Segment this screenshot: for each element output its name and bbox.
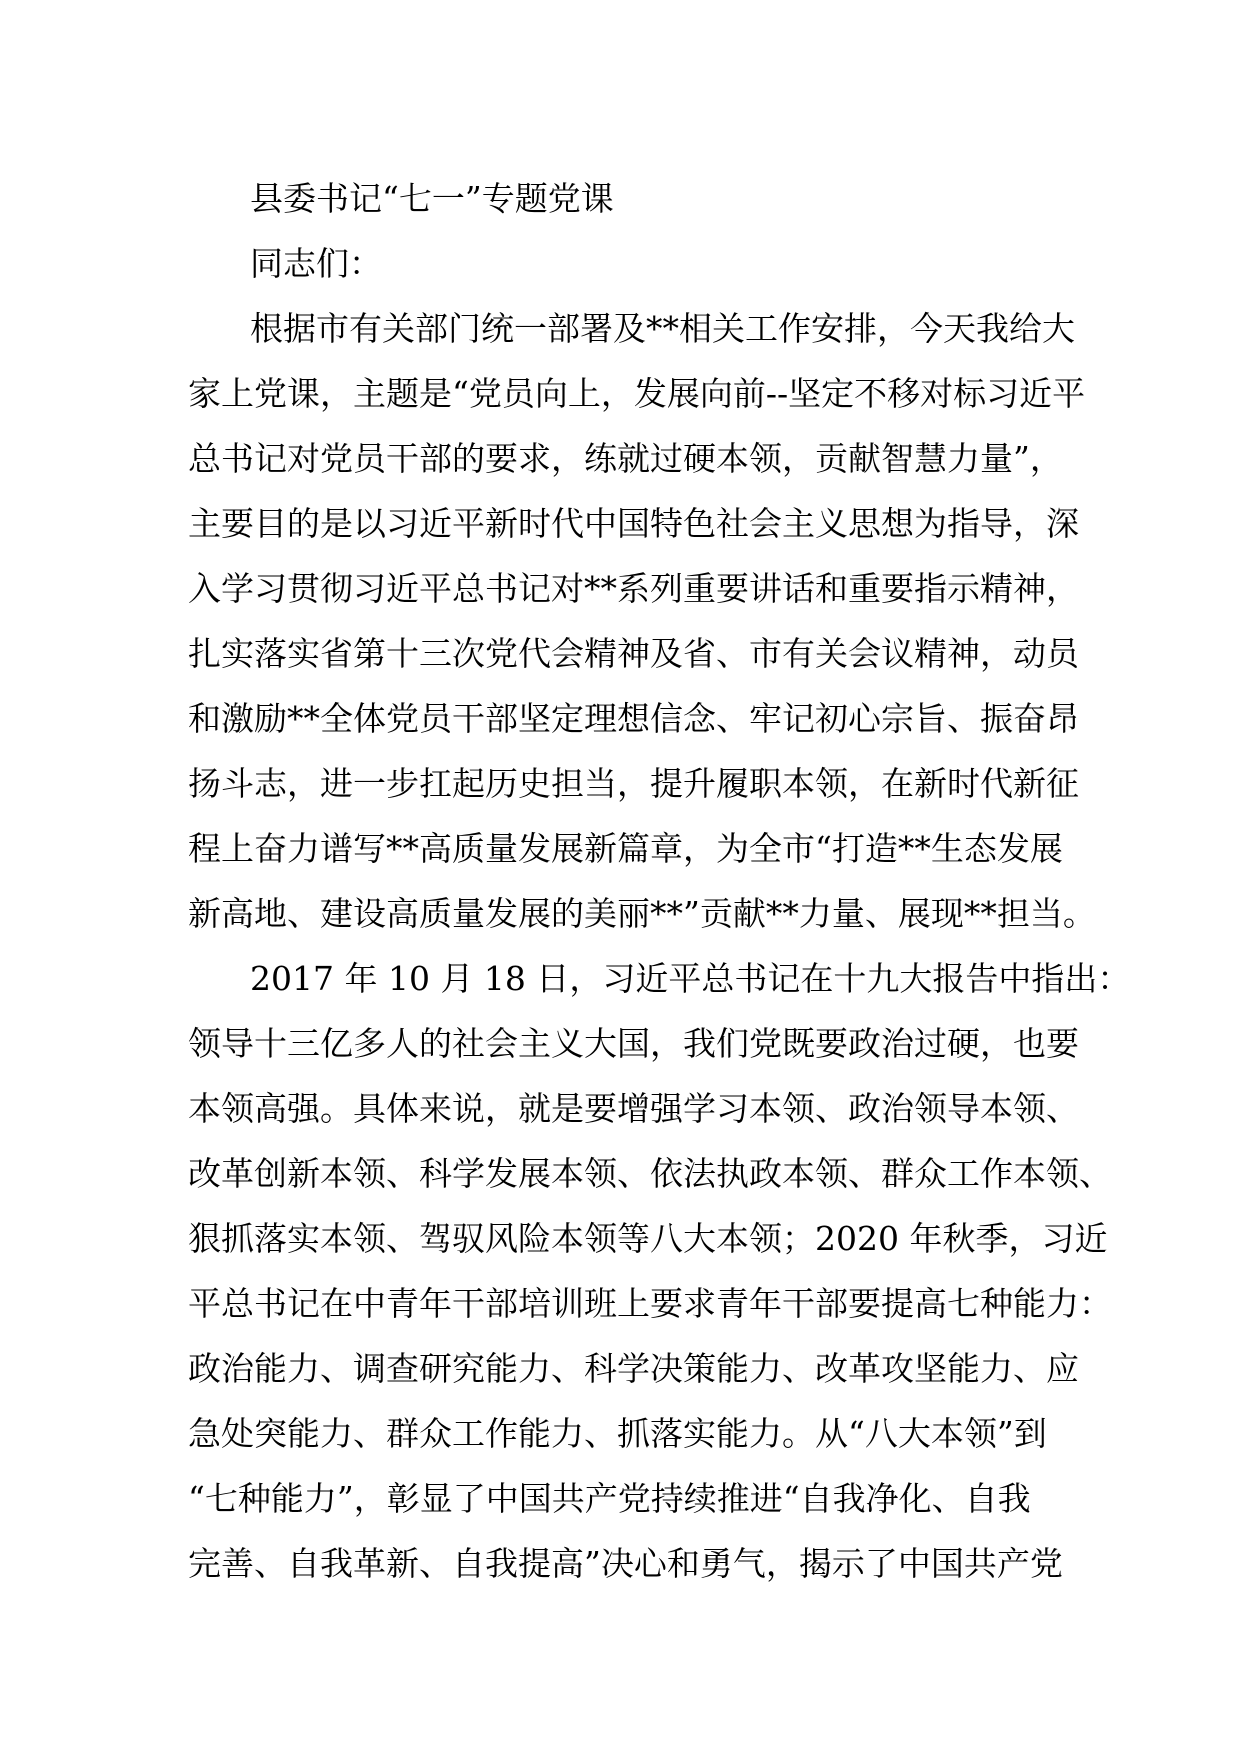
paragraph-line: 主要目的是以习近平新时代中国特色社会主义思想为指导，深 [188,504,1079,543]
paragraph-line: 新高地、建设高质量发展的美丽**”贡献**力量、展现**担当。 [188,894,1096,933]
paragraph-line: 根据市有关部门统一部署及**相关工作安排，今天我给大 [250,309,1075,348]
paragraph-line: 平总书记在中青年干部培训班上要求青年干部要提高七种能力： [188,1284,1112,1323]
paragraph-1 [188,296,1096,946]
paragraph-line: 总书记对党员干部的要求，练就过硬本领，贡献智慧力量”， [188,439,1063,478]
salutation: 同志们： [250,244,382,283]
paragraph-line: 家上党课，主题是“党员向上，发展向前--坚定不移对标习近平 [188,374,1086,413]
paragraph-line: 扎实落实省第十三次党代会精神及省、市有关会议精神，动员 [188,634,1079,673]
paragraph-line: 扬斗志，进一步扛起历史担当，提升履职本领，在新时代新征 [188,764,1079,803]
paragraph-line: 入学习贯彻习近平总书记对**系列重要讲话和重要指示精神， [188,569,1079,608]
paragraph-line: 改革创新本领、科学发展本领、依法执政本领、群众工作本领、 [188,1154,1112,1193]
paragraph-line: 完善、自我革新、自我提高”决心和勇气，揭示了中国共产党 [188,1544,1063,1583]
paragraph-line: 2017 年 10 月 18 日，习近平总书记在十九大报告中指出： [250,959,1131,998]
paragraph-line: 和激励**全体党员干部坚定理想信念、牢记初心宗旨、振奋昂 [188,699,1079,738]
paragraph-line: 狠抓落实本领、驾驭风险本领等八大本领；2020 年秋季，习近 [188,1219,1108,1258]
paragraph-line: 急处突能力、群众工作能力、抓落实能力。从“八大本领”到 [188,1414,1047,1453]
paragraph-line: 程上奋力谱写**高质量发展新篇章，为全市“打造**生态发展 [188,829,1063,868]
document-title: 县委书记“七一”专题党课 [250,179,614,218]
paragraph-line: 政治能力、调查研究能力、科学决策能力、改革攻坚能力、应 [188,1349,1079,1388]
document-body [188,166,1131,1596]
paragraph-line: 领导十三亿多人的社会主义大国，我们党既要政治过硬，也要 [188,1024,1079,1063]
paragraph-2 [188,946,1131,1596]
paragraph-line: 本领高强。具体来说，就是要增强学习本领、政治领导本领、 [188,1089,1079,1128]
paragraph-line: “七种能力”，彰显了中国共产党持续推进“自我净化、自我 [188,1479,1031,1518]
